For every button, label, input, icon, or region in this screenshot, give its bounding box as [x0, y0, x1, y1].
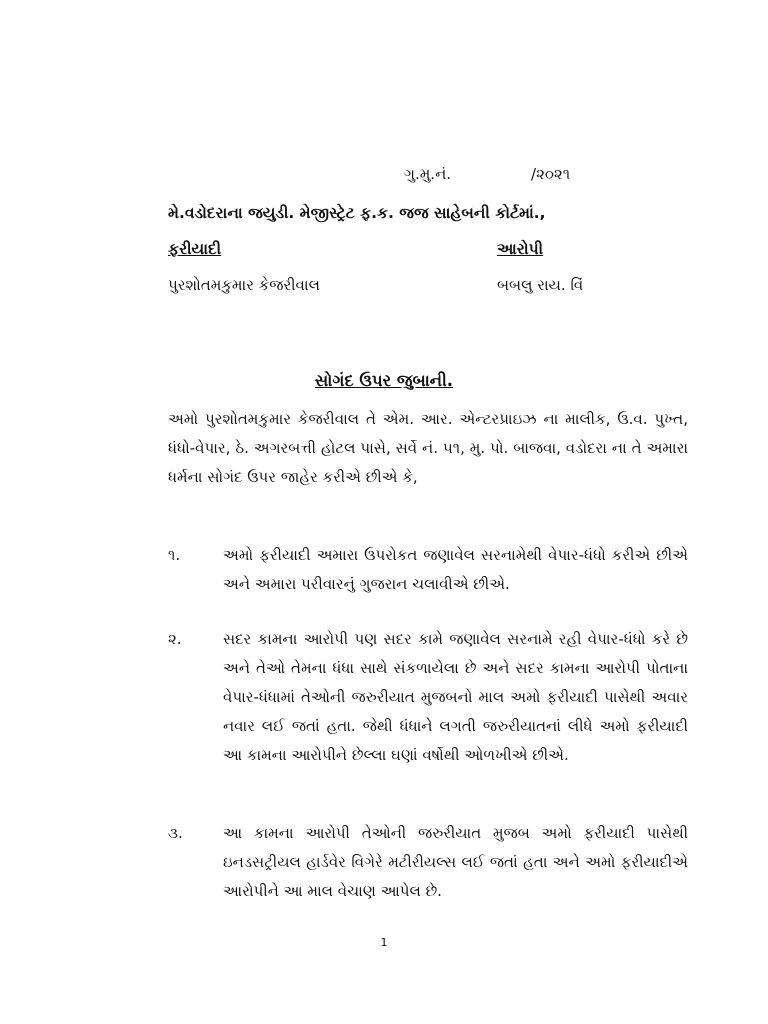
item-text: સદર કામના આરોપી પણ સદર કામે જણાવેલ સરનામે રહી વેપાર-ધંધો કરે છે અને તેઓ તેમના ધંધા સાથે સંકળાયેલા છે અને સદર કામના આરોપી પોતાના વેપાર-ધંધામાં તેઓની જરુરીયાત મુજબનો માલ અમો ફરીયાદી પાસેથી અવાર નવાર લઈ જતાં હતા. જેથી ધંધાને લગતી જરુરીયાતનાં લીધે અમો ફરીયાદી આ કામના આરોપીને છેલ્લા ઘણાં વર્ષોથી ઓળખીએ છીએ. [223, 630, 688, 764]
complainant-label: ફરીયાદી [168, 240, 222, 258]
item-number: ૩. [168, 824, 183, 842]
case-number-line [404, 165, 570, 183]
item-text: આ કામના આરોપી તેઓની જરુરીયાત મુજબ અમો ફરીયાદી પાસેથી ઇનડસટ્રીયલ હાર્ડવેર વિગેરે મટીરીયલ્સ લઈ જતાં હતા અને અમો ફરીયાદીએ આરોપીને આ માલ વેચાણ આપેલ છે. [223, 824, 688, 900]
list-item [168, 541, 688, 599]
item-number: ૨. [168, 630, 182, 648]
item-number: ૧. [168, 546, 181, 564]
complainant-name: પુરશોતમકુમાર કેજરીવાલ [168, 276, 320, 294]
accused-label: આરોપી [497, 240, 544, 258]
document-title: સોગંદ ઉપર જુબાની. [314, 371, 454, 390]
court-heading: મે.વડોદરાના જયુડી. મેજીસ્ટ્રેટ ફ.ક. જજ સાહેબની કોર્ટમાં., [168, 204, 546, 222]
case-number-label: ગુ.મુ.નં. [404, 165, 452, 183]
list-item [168, 625, 688, 770]
list-item [168, 819, 688, 906]
case-year: /૨૦૨૧ [531, 165, 571, 183]
page-number: 1 [380, 936, 388, 949]
item-text: અમો ફરીયાદી અમારા ઉપરોકત જણાવેલ સરનામેથી વેપાર-ધંધો કરીએ છીએ અને અમારા પરીવારનું ગુજરાન ચલાવીએ છીએ. [223, 546, 688, 593]
accused-name: બબલુ રાય. વિં [497, 276, 584, 294]
intro-paragraph: અમો પુરશોતમકુમાર કેજરીવાલ તે એમ. આર. એન્ટરપ્રાઇઝ ના માલીક, ઉ.વ. પુખ્ત, ધંધો-વેપાર, ઠે. અગરબત્તી હોટલ પાસે, સર્વે નં. ૫૧, મુ. પો. બાજવા, વડોદરા ના તે અમારા ધર્મના સોગંદ ઉપર જાહેર કરીએ છીએ કે, [168, 410, 688, 486]
